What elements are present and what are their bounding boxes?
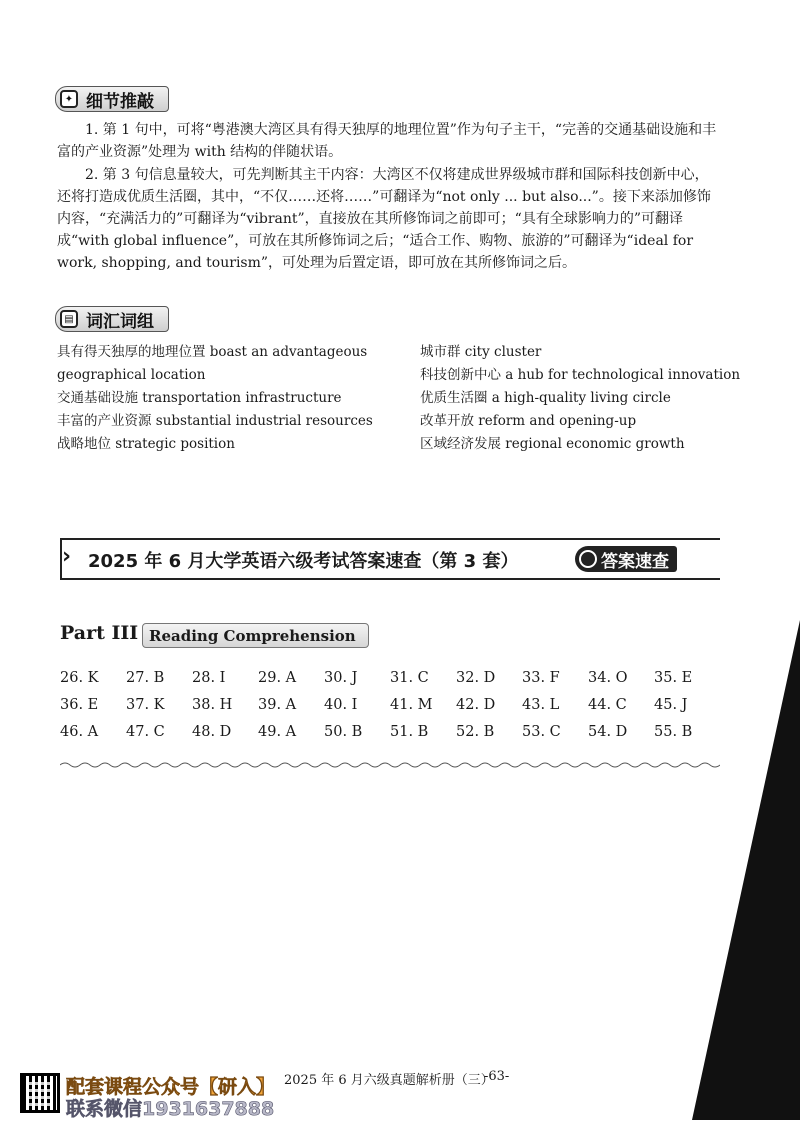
answer-item: 51. B	[390, 723, 429, 740]
promo-line-2: 联系微信1931637888	[66, 1098, 275, 1120]
answer-item: 55. B	[654, 723, 693, 740]
vocab-item: 改革开放 reform and opening-up	[420, 413, 637, 429]
detail-paragraph-1: 1. 第 1 句中，可将“粤港澳大湾区具有得天独厚的地理位置”作为句子主干，“完善的交通基础设施和丰富的产业资源”处理为 with 结构的伴随状语。	[57, 122, 717, 160]
answer-item: 49. A	[258, 723, 297, 740]
star-magnifier-icon: ✦	[60, 90, 78, 108]
answer-banner-title: 2025 年 6 月大学英语六级考试答案速查（第 3 套）	[88, 551, 519, 572]
answer-item: 35. E	[654, 669, 693, 686]
page-number: -63-	[484, 1069, 510, 1084]
answer-item: 46. A	[60, 723, 99, 740]
answer-row	[60, 664, 720, 691]
book-icon: ▤	[60, 310, 78, 328]
detail-paragraph-2: 2. 第 3 句信息量较大，可先判断其主干内容：大湾区不仅将建成世界级城市群和国际科技创新中心，还将打造成优质生活圈，其中，“不仅……还将……”可翻译为“not only ... but also...”。接下来添加修饰内容，“充满活力的”可翻译为“vibrant”，直接放在其所修饰词之前即可；“具有全球影响力的”可翻译成“with global influence”，可放在其所修饰词之后；“适合工作、购物、旅游的”可翻译为“ideal for work, shopping, and tourism”，可处理为后置定语，即可放在其所修饰词之后。	[57, 167, 711, 271]
answer-item: 37. K	[126, 696, 165, 713]
vocab-item: geographical location	[57, 367, 206, 383]
answer-item: 26. K	[60, 669, 99, 686]
answer-item: 38. H	[192, 696, 233, 713]
answer-item: 43. L	[522, 696, 560, 713]
answer-grid	[60, 664, 720, 745]
answer-item: 29. A	[258, 669, 297, 686]
answer-item: 27. B	[126, 669, 165, 686]
answer-item: 48. D	[192, 723, 232, 740]
answer-item: 28. I	[192, 669, 226, 686]
answer-item: 47. C	[126, 723, 165, 740]
vocab-item: 战略地位 strategic position	[57, 436, 235, 452]
answer-item: 52. B	[456, 723, 495, 740]
answer-item: 53. C	[522, 723, 561, 740]
answer-item: 41. M	[390, 696, 433, 713]
part-label: Part III	[60, 622, 139, 644]
vocab-list-right	[420, 341, 740, 456]
answer-item: 44. C	[588, 696, 627, 713]
part-tag: Reading Comprehension	[142, 623, 369, 648]
search-icon	[579, 550, 597, 568]
vocab-item: 具有得天独厚的地理位置 boast an advantageous	[57, 344, 368, 360]
chevron-right-icon: ›	[62, 544, 72, 569]
answer-banner-tag-label: 答案速查	[601, 551, 669, 572]
detail-section-tag	[55, 86, 169, 112]
vocab-item: 丰富的产业资源 substantial industrial resources	[57, 413, 373, 429]
answer-item: 33. F	[522, 669, 560, 686]
answer-item: 32. D	[456, 669, 496, 686]
answer-item: 36. E	[60, 696, 99, 713]
vocab-section-title: 词汇词组	[86, 311, 154, 332]
answer-item: 30. J	[324, 669, 358, 686]
vocab-item: 优质生活圈 a high-quality living circle	[420, 390, 671, 406]
answer-item: 45. J	[654, 696, 688, 713]
answer-item: 42. D	[456, 696, 496, 713]
wavy-divider	[60, 760, 720, 770]
detail-section-title: 细节推敲	[86, 91, 154, 112]
answer-banner-tag	[575, 546, 677, 572]
vocab-item: 交通基础设施 transportation infrastructure	[57, 390, 342, 406]
answer-row	[60, 691, 720, 718]
footer-book-title: 2025 年 6 月六级真题解析册（三）	[284, 1073, 494, 1088]
promo-line-1: 配套课程公众号【研入】	[66, 1076, 276, 1098]
answer-item: 54. D	[588, 723, 628, 740]
vocab-item: 城市群 city cluster	[420, 344, 542, 360]
answer-item: 34. O	[588, 669, 628, 686]
answer-item: 39. A	[258, 696, 297, 713]
vocab-list-left	[57, 341, 373, 456]
scan-shadow	[690, 620, 800, 1120]
vocab-section-tag	[55, 306, 169, 332]
vocab-item: 区域经济发展 regional economic growth	[420, 436, 685, 452]
answer-item: 40. I	[324, 696, 358, 713]
answer-item: 31. C	[390, 669, 429, 686]
answer-item: 50. B	[324, 723, 363, 740]
qr-code	[20, 1073, 60, 1113]
answer-row	[60, 718, 720, 745]
vocab-item: 科技创新中心 a hub for technological innovation	[420, 367, 741, 383]
